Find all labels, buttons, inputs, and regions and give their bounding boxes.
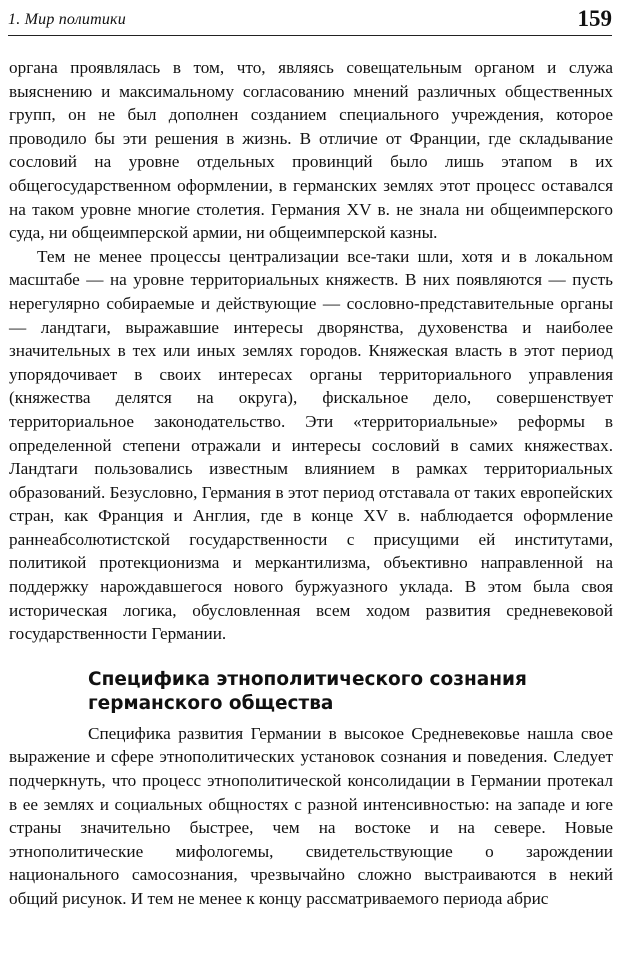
paragraph-continued: органа проявлялась в том, что, являясь совещательным органом и служа выяснению и максимальному согласованию мнений различных общественных групп, он не был дополнен созданием специального учреждения, которое проводило бы эти решения в жизнь. В отличие от Франции, где складывание сословий на уровне отдельных провинций было лишь этапом в их общегосударственном оформлении, в германских землях этот процесс оставался на таком уровне многие столетия. Германия XV в. не знала ни общеимперского суда, ни общеимперской армии, ни общеимперской казны. [9,58,613,243]
body-text [9,56,613,911]
running-title: 1. Мир политики [8,11,126,28]
section-heading [9,668,613,716]
paragraph-ethnopolitical: Специфика развития Германии в высокое Средневековье нашла свое выражение и сфере этнополитических установок сознания и поведения. Следует подчеркнуть, что процесс этнополитической консолидации в Германии протекал в ее землях и социальных общностях с разной интенсивностью: на западе и юге страны значительно быстрее, чем на востоке и на севере. Новые этнополитические мифологемы, свидетельствующие о зарождении национального самосознания, чрезвычайно сложно выстраиваются в некий общий рисунок. И тем не менее к концу рассматриваемого периода абрис [9,723,613,908]
running-header [8,6,612,34]
section-heading-line-2: германского общества [88,692,334,714]
section-heading-line-1: Специфика этнополитического сознания [88,668,527,690]
paragraph-centralization: Тем не менее процессы централизации все-таки шли, хотя и в локальном масштабе — на уровне территориальных княжеств. В них появляются — пусть нерегулярно собираемые и действующие — сословно-представительные органы — ландтаги, выражавшие интересы дворянства, духовенства и наиболее значительных в тех или иных землях городов. Княжеская власть в этот период упорядочивает в своих интересах органы территориального управления (княжества делятся на округа), фискальное дело, совершенствует территориальное законодательство. Эти «территориальные» реформы в определенной степени отражали и интересы сословий в самих княжествах. Ландтаги пользовались известным влиянием в рамках территориальных образований. Безусловно, Германия в этот период отставала от таких европейских стран, как Франция и Англия, где в конце XV в. наблюдается оформление раннеабсолютистской государственности с присущими ей институтами, политикой протекционизма и меркантилизма, объективно направленной на поддержку нарождавшегося нового буржуазного уклада. В этом была своя историческая логика, обусловленная всем ходом развития средневековой государственности Германии. [9,246,613,644]
page-number: 159 [577,6,612,31]
header-rule [8,35,612,36]
